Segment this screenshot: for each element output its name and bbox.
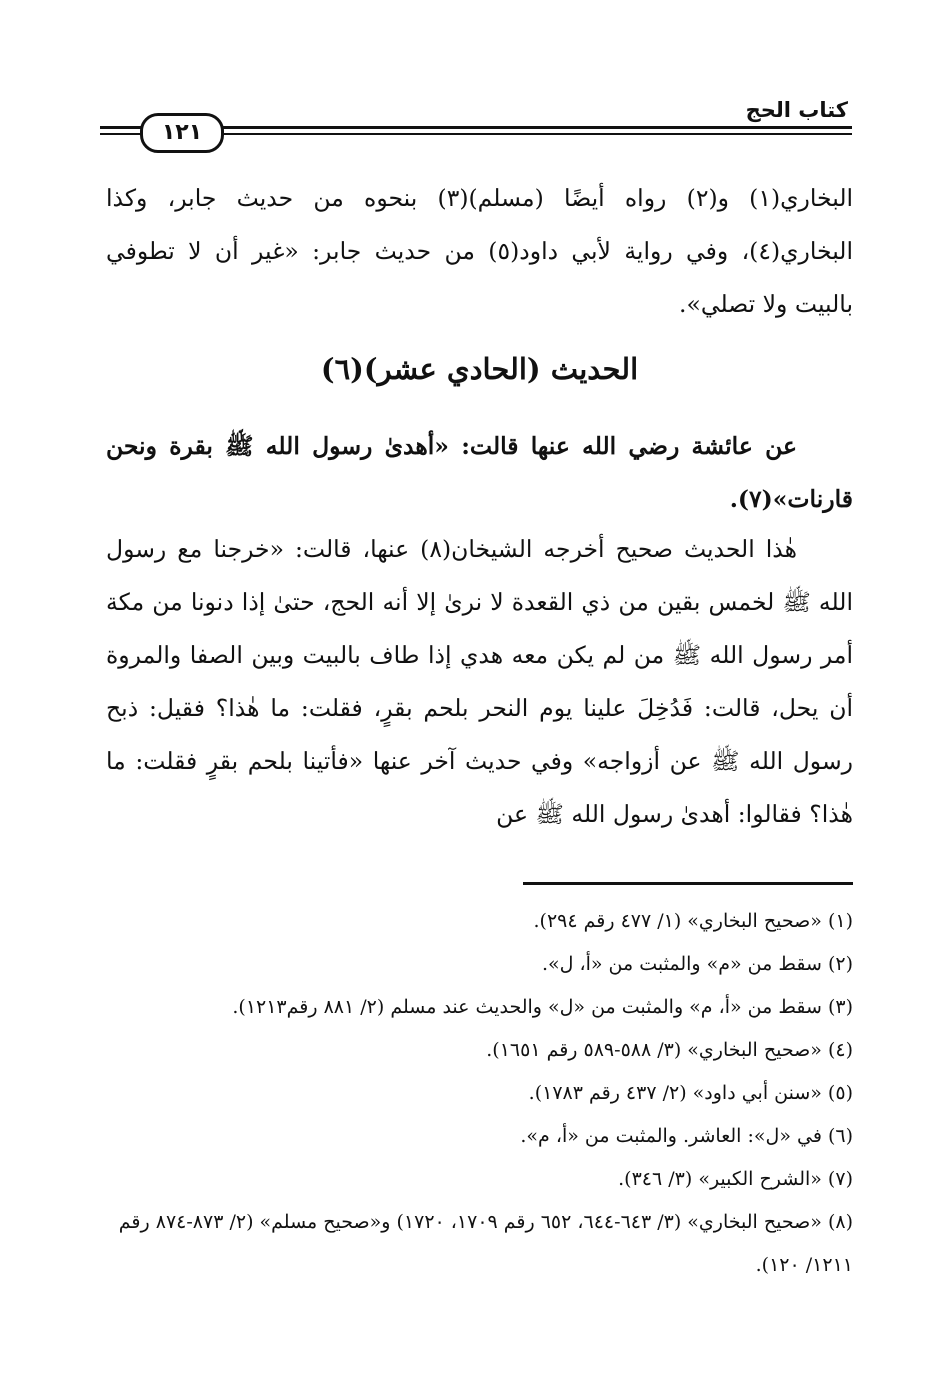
footnote-1: (١) «صحيح البخاري» (١/ ٤٧٧ رقم ٢٩٤). bbox=[533, 910, 853, 932]
paragraph-2: هٰذا الحديث صحيح أخرجه الشيخان(٨) عنها، قالت: «خرجنا مع رسول الله ﷺ لخمس بقين من ذي القعدة لا نرىٰ إلا أنه الحج، حتىٰ إذا دنونا من مكة أمر رسول الله ﷺ من لم يكن معه هدي إذا طاف بالبيت وبين الصفا والمروة أن يحل، قالت: فَدُخِلَ علينا يوم النحر بلحم بقرٍ، فقلت: ما هٰذا؟ فقيل: ذبح رسول الله ﷺ عن أزواجه» وفي حديث آخر عنها «فأتينا بلحم بقرٍ فقلت: ما هٰذا؟ فقالوا: أهدىٰ رسول الله ﷺ عن bbox=[106, 535, 853, 828]
paragraph-1: البخاري(١) و(٢) رواه أيضًا (مسلم)(٣) بنحوه من حديث جابر، وكذا البخاري(٤)، وفي رواية لأبي داود(٥) من حديث جابر: «غير أن لا تطوفي بالبيت ولا تصلي». bbox=[106, 184, 854, 318]
footnote-8: (٨) «صحيح البخاري» (٣/ ٦٤٣-٦٤٤، ٦٥٢ رقم ١٧٠٩، ١٧٢٠) و«صحيح مسلم» (٢/ ٨٧٣-٨٧٤ رقم ١٢١١/ ١٢٠). bbox=[118, 1211, 853, 1276]
hadith-text: عن عائشة رضي الله عنها قالت: «أهدىٰ رسول الله ﷺ بقرة ونحن قارنات»(٧). bbox=[106, 432, 853, 513]
footnote-separator bbox=[523, 882, 853, 885]
hadith-title: الحديث (الحادي عشر)(٦) bbox=[320, 352, 639, 386]
page-number: ١٢١ bbox=[140, 113, 224, 153]
footnote-5: (٥) «سنن أبي داود» (٢/ ٤٣٧ رقم ١٧٨٣). bbox=[528, 1082, 853, 1104]
footnote-6: (٦) في «ل»: العاشر. والمثبت من «أ، م». bbox=[520, 1125, 853, 1147]
footnotes-list bbox=[106, 900, 853, 1287]
footnote-3: (٣) سقط من «أ، م» والمثبت من «ل» والحديث عند مسلم (٢/ ٨٨١ رقم١٢١٣). bbox=[232, 996, 853, 1018]
footnote-4: (٤) «صحيح البخاري» (٣/ ٥٨٨-٥٨٩ رقم ١٦٥١). bbox=[486, 1039, 853, 1061]
chapter-title: كتاب الحج bbox=[745, 98, 848, 122]
running-header bbox=[100, 96, 852, 156]
footnote-2: (٢) سقط من «م» والمثبت من «أ، ل». bbox=[541, 953, 853, 975]
footnote-7: (٧) «الشرح الكبير» (٣/ ٣٤٦). bbox=[618, 1168, 853, 1190]
